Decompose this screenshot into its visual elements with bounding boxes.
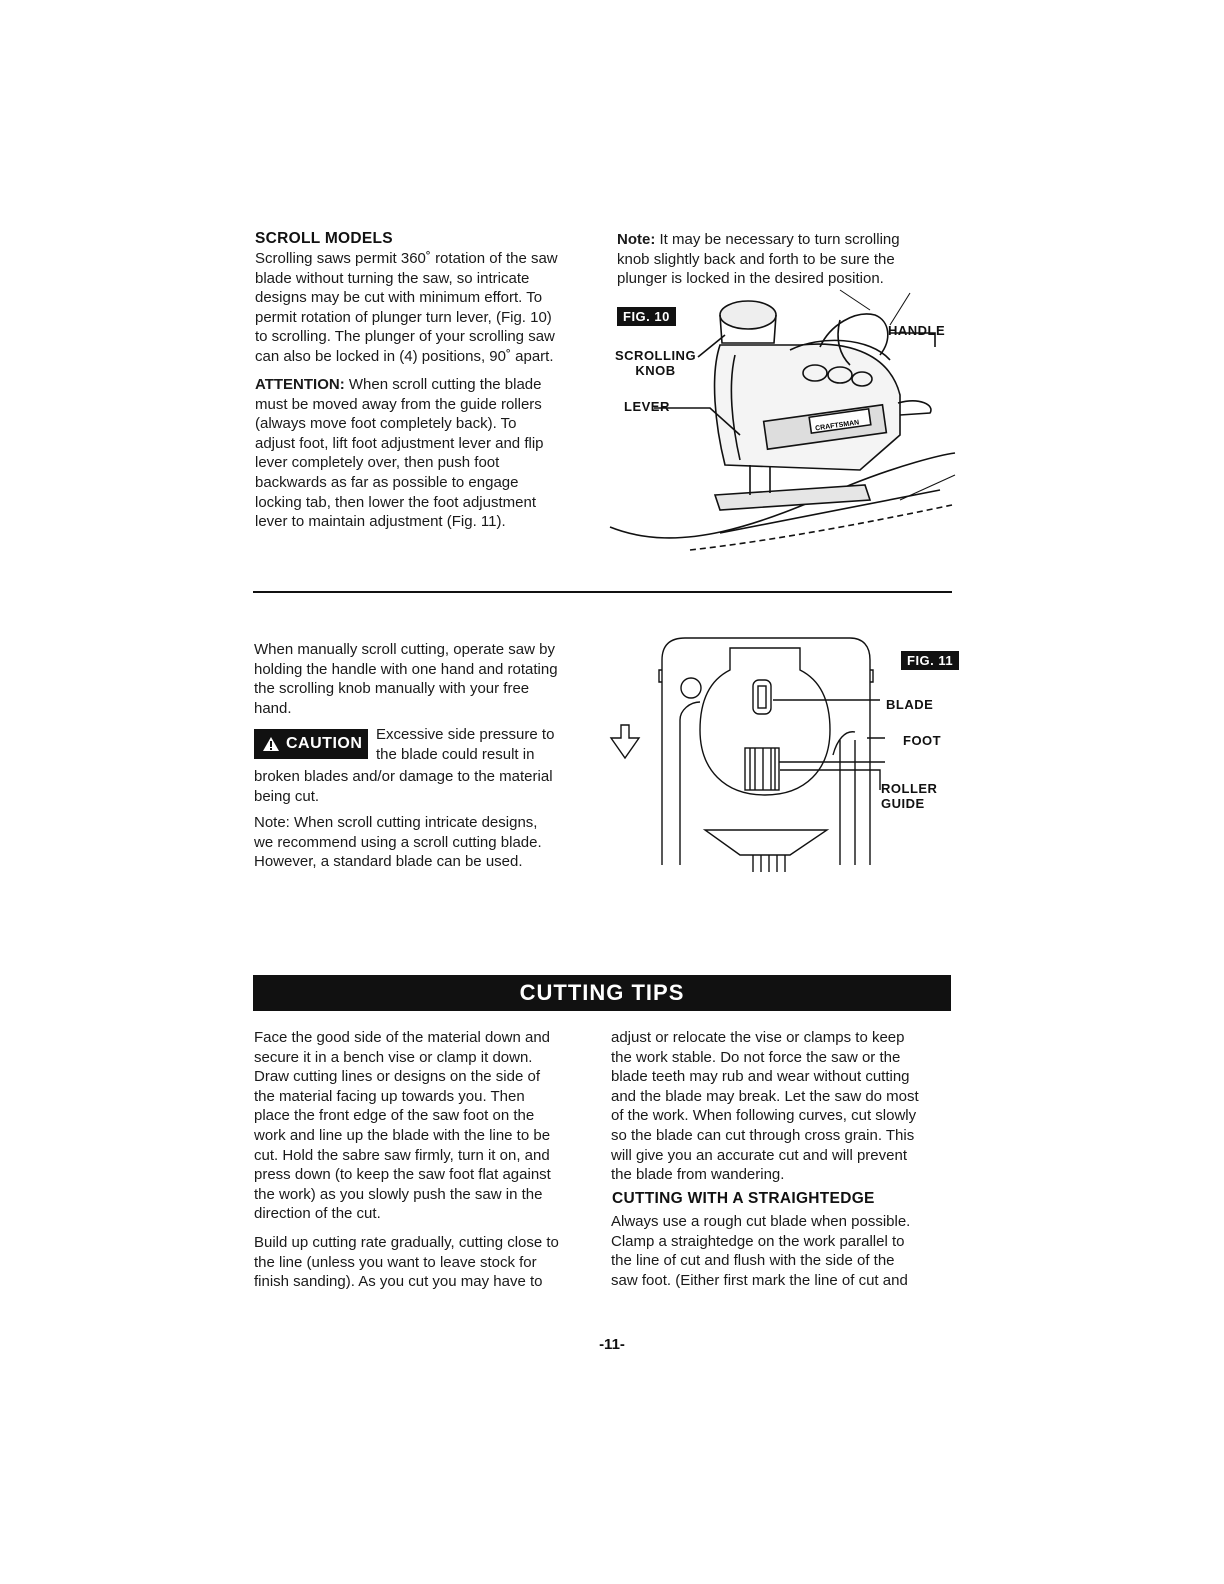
fig10-brand-text: CRAFTSMAN <box>814 419 860 433</box>
caution-label: CAUTION <box>286 735 363 752</box>
straightedge-heading: CUTTING WITH A STRAIGHTEDGE <box>612 1190 875 1207</box>
section-divider <box>253 591 952 593</box>
cutting-tips-title: CUTTING TIPS <box>519 980 685 1005</box>
caution-badge <box>254 729 368 759</box>
fig10-callout-handle: HANDLE <box>888 323 946 338</box>
manual-scroll-body: When manually scroll cutting, operate saw by holding the handle with one hand and rotating the scrolling knob manually with your free hand. <box>254 641 558 717</box>
fig10-callout-scrolling-knob: SCROLLING KNOB <box>615 348 697 378</box>
attention-label: ATTENTION: <box>255 376 345 393</box>
attention-body: When scroll cutting the blade must be moved away from the guide rollers (always move foot completely back). To adjust foot, lift foot adjustment lever and flip lever completely over, then push foot backwards as far as possible to engage locking tab, then lower the foot adjustment lever to maintain adjustment (Fig. 11). <box>255 376 544 531</box>
note-top-paragraph <box>617 230 900 289</box>
fig10-jigsaw-illustration <box>600 285 960 560</box>
cutting-tips-col2-p1: adjust or relocate the vise or clamps to keep the work stable. Do not force the saw or the blade teeth may rub and wear without cutting and the blade may break. Let the saw do most of the work. When following curves, cut slowly so the blade can cut through cross grain. This will give you an accurate cut and will prevent the blade from wandering. <box>611 1029 919 1184</box>
scroll-models-body: Scrolling saws permit 360˚ rotation of the saw blade without turning the saw, so intricate designs may be cut with minimum effort. To permit rotation of plunger turn lever, (Fig. 10) to scrolling. The plunger of your scrolling saw can also be locked in (4) positions, 90˚ apart. <box>255 250 558 365</box>
warning-triangle-icon <box>262 736 280 752</box>
page-number: -11- <box>599 1336 625 1353</box>
manual-scroll-note: Note: When scroll cutting intricate designs, we recommend using a scroll cutting blade. However, a standard blade can be used. <box>254 814 542 871</box>
caution-continued: broken blades and/or damage to the material being cut. <box>254 768 553 805</box>
scroll-models-heading: SCROLL MODELS <box>255 230 393 247</box>
fig11-label: FIG. 11 <box>901 651 959 670</box>
fig10-callout-lever: LEVER <box>624 399 670 414</box>
note-top-body: It may be necessary to turn scrolling knob slightly back and forth to be sure the plunger is locked in the desired position. <box>617 231 900 288</box>
fig10-label: FIG. 10 <box>617 307 676 326</box>
fig11-callout-roller-guide: ROLLER GUIDE <box>881 781 938 811</box>
fig11-callout-foot: FOOT <box>903 733 942 748</box>
fig11-callout-blade: BLADE <box>886 697 934 712</box>
cutting-tips-banner <box>253 975 951 1011</box>
caution-text: Excessive side pressure to the blade could result in <box>376 726 555 763</box>
attention-paragraph <box>255 375 544 532</box>
fig11-foot-diagram <box>605 630 885 875</box>
note-top-label: Note: <box>617 231 656 248</box>
cutting-tips-col1-p1: Face the good side of the material down and secure it in a bench vise or clamp it down. Draw cutting lines or designs on the side of the material facing up towards you. Then place the front edge of the saw foot on the work and line up the blade with the line to be cut. Hold the sabre saw firmly, turn it on, and press down (to keep the saw foot flat against the work) as you slowly push the saw in the direction of the cut. <box>254 1029 551 1223</box>
cutting-tips-col1-p2: Build up cutting rate gradually, cutting close to the line (unless you want to leave stock for finish sanding). As you cut you may have to <box>254 1234 559 1291</box>
straightedge-body: Always use a rough cut blade when possible. Clamp a straightedge on the work parallel to the line of cut and flush with the side of the saw foot. (Either first mark the line of cut and <box>611 1213 911 1289</box>
